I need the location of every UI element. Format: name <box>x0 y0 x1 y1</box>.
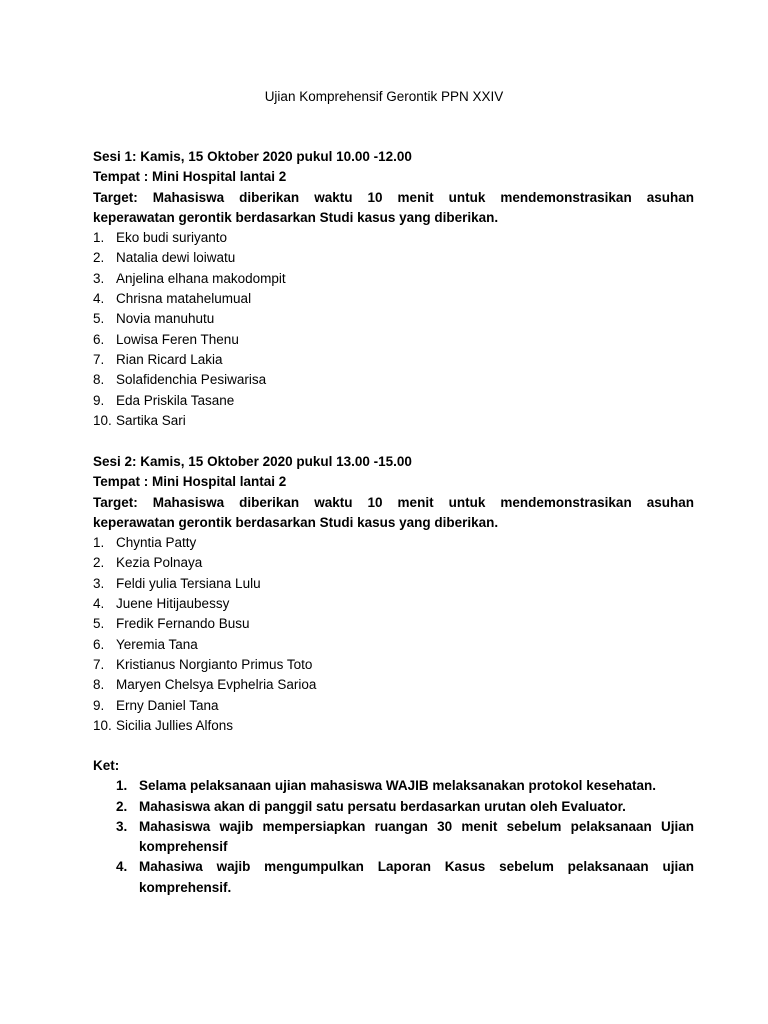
student-name: Erny Daniel Tana <box>116 697 219 713</box>
list-item <box>93 370 694 390</box>
item-number: 7. <box>93 656 105 672</box>
student-name: Anjelina elhana makodompit <box>116 270 286 286</box>
item-number: 2. <box>93 250 105 266</box>
list-item <box>93 289 694 309</box>
list-item <box>93 553 694 573</box>
list-item <box>93 614 694 634</box>
notes-heading: Ket: <box>93 758 120 773</box>
session-heading: Sesi 1: Kamis, 15 Oktober 2020 pukul 10.00 -12.00 <box>93 149 412 164</box>
item-number: 4. <box>93 596 105 612</box>
item-number: 9. <box>93 392 105 408</box>
session-target-line-1: Target: Mahasiswa diberikan waktu 10 menit untuk mendemonstrasikan asuhan <box>93 494 694 510</box>
item-number: 5. <box>93 616 105 632</box>
item-number: 3. <box>93 575 105 591</box>
student-name: Novia manuhutu <box>116 311 215 327</box>
list-item <box>93 594 694 614</box>
session-target-line-2: keperawatan gerontik berdasarkan Studi kasus yang diberikan. <box>93 514 499 530</box>
student-name: Eda Priskila Tasane <box>116 392 235 408</box>
student-name: Chrisna matahelumual <box>116 291 252 307</box>
note-item <box>93 797 694 817</box>
item-number: 10. <box>93 412 112 428</box>
item-number: 3. <box>116 818 128 834</box>
list-item <box>93 309 694 329</box>
list-item <box>93 675 694 695</box>
student-name: Fredik Fernando Busu <box>116 616 250 632</box>
item-number: 2. <box>116 798 128 814</box>
list-item <box>93 635 694 655</box>
note-item <box>93 817 694 858</box>
note-item <box>93 776 694 796</box>
student-name: Juene Hitijaubessy <box>116 596 230 612</box>
student-name: Eko budi suriyanto <box>116 230 228 246</box>
item-number: 3. <box>93 270 105 286</box>
notes-section <box>93 756 694 898</box>
student-name: Feldi yulia Tersiana Lulu <box>116 575 261 591</box>
student-list <box>93 533 694 736</box>
list-item <box>93 391 694 411</box>
list-item <box>93 350 694 370</box>
item-number: 10. <box>93 717 112 733</box>
document-title: Ujian Komprehensif Gerontik PPN XXIV <box>264 89 504 104</box>
student-name: Solafidenchia Pesiwarisa <box>116 372 267 388</box>
session-heading: Sesi 2: Kamis, 15 Oktober 2020 pukul 13.00 -15.00 <box>93 454 412 469</box>
session-target-line-2: keperawatan gerontik berdasarkan Studi kasus yang diberikan. <box>93 209 499 225</box>
list-item <box>93 655 694 675</box>
student-name: Rian Ricard Lakia <box>116 351 223 367</box>
list-item <box>93 228 694 248</box>
student-name: Natalia dewi loiwatu <box>116 250 236 266</box>
student-name: Chyntia Patty <box>116 535 197 551</box>
student-name: Kristianus Norgianto Primus Toto <box>116 656 313 672</box>
note-item <box>93 857 694 898</box>
student-name: Sartika Sari <box>116 412 186 428</box>
list-item <box>93 716 694 736</box>
student-list <box>93 228 694 431</box>
item-number: 4. <box>93 291 105 307</box>
note-text: Mahasiswa wajib mempersiapkan ruangan 30 menit sebelum pelaksanaan Ujian komprehensif <box>139 818 694 855</box>
item-number: 1. <box>116 778 128 794</box>
item-number: 5. <box>93 311 105 327</box>
list-item <box>93 411 694 431</box>
notes-list <box>93 776 694 898</box>
item-number: 6. <box>93 331 105 347</box>
note-text: Selama pelaksanaan ujian mahasiswa WAJIB melaksanakan protokol kesehatan. <box>139 778 656 794</box>
note-text: Mahasiswa akan di panggil satu persatu berdasarkan urutan oleh Evaluator. <box>139 798 626 814</box>
item-number: 8. <box>93 677 105 693</box>
session-1 <box>93 147 694 431</box>
session-target-line-1: Target: Mahasiswa diberikan waktu 10 menit untuk mendemonstrasikan asuhan <box>93 189 694 205</box>
student-name: Sicilia Jullies Alfons <box>116 717 234 733</box>
student-name: Kezia Polnaya <box>116 555 203 571</box>
list-item <box>93 330 694 350</box>
session-2 <box>93 452 694 736</box>
student-name: Lowisa Feren Thenu <box>116 331 239 347</box>
list-item <box>93 574 694 594</box>
item-number: 1. <box>93 230 105 246</box>
list-item <box>93 248 694 268</box>
session-place: Tempat : Mini Hospital lantai 2 <box>93 474 287 490</box>
list-item <box>93 696 694 716</box>
student-name: Maryen Chelsya Evphelria Sarioa <box>116 677 317 693</box>
item-number: 9. <box>93 697 105 713</box>
item-number: 1. <box>93 535 105 551</box>
item-number: 8. <box>93 372 105 388</box>
list-item <box>93 533 694 553</box>
item-number: 4. <box>116 859 128 875</box>
item-number: 7. <box>93 351 105 367</box>
session-place: Tempat : Mini Hospital lantai 2 <box>93 169 287 185</box>
item-number: 2. <box>93 555 105 571</box>
item-number: 6. <box>93 636 105 652</box>
note-text: Mahasiwa wajib mengumpulkan Laporan Kasus sebelum pelaksanaan ujian komprehensif. <box>139 859 694 895</box>
list-item <box>93 269 694 289</box>
student-name: Yeremia Tana <box>116 636 198 652</box>
